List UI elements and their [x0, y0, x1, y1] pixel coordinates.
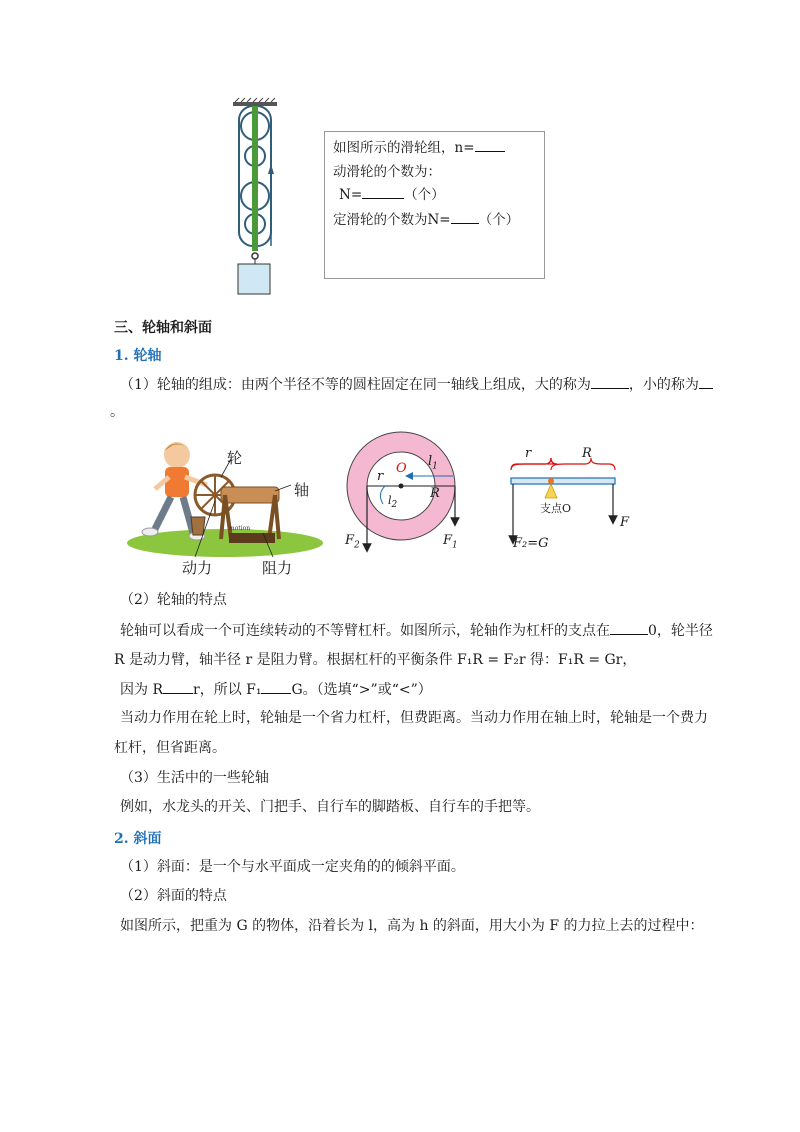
circle-F2-sub: 2: [354, 540, 360, 551]
p2-line3-c: G。（选填“>”或“<”）: [291, 682, 432, 698]
blank-compare-force[interactable]: [261, 679, 291, 694]
lever-F: F: [620, 515, 630, 530]
p2-title: （2）轮轴的特点: [120, 592, 227, 608]
lever-equivalent-diagram: [505, 448, 635, 548]
box-line-3-suffix: （个）: [404, 187, 445, 203]
wheel-label: 轮: [227, 449, 243, 467]
effort-label: 动力: [182, 559, 213, 577]
circle-l2-sub: 2: [391, 500, 398, 511]
box-line-4-suffix: （个）: [478, 212, 520, 228]
blank-moving-count[interactable]: [362, 184, 404, 199]
circle-center-O: O: [396, 461, 407, 476]
circle-F1-sub: 1: [452, 540, 458, 551]
box-line-4-prefix: 定滑轮的个数为N=: [333, 212, 451, 228]
pulley-system-figure: [225, 96, 285, 296]
sub-2-title: 2. 斜面: [114, 831, 162, 847]
p3-title: （3）生活中的一些轮轴: [120, 770, 269, 786]
incline-p1: （1）斜面：是一个与水平面成一定夹角的的倾斜平面。: [120, 859, 465, 875]
p2-line2: R 是动力臂，轴半径 r 是阻力臂。根据杠杆的平衡条件 F₁R = F₂r 得：F₁R = Gr，: [114, 652, 637, 668]
p3-text: 例如，水龙头的开关、门把手、自行车的脚踏板、自行车的手把等。: [120, 799, 540, 815]
incline-p2: （2）斜面的特点: [120, 888, 227, 904]
lever-R: R: [582, 446, 592, 461]
sub-1-title: 1. 轮轴: [114, 348, 162, 364]
circle-r: r: [377, 469, 384, 484]
blank-pivot[interactable]: [610, 620, 648, 635]
boy-winch-illustration: [125, 437, 325, 585]
pulley-question-box: [324, 131, 545, 279]
circle-F2: F: [345, 533, 355, 548]
p2-line3-b: r，所以 F₁: [193, 682, 262, 698]
p2-line4: 当动力作用在轮上时，轮轴是一个省力杠杆，但费距离。当动力作用在轴上时，轮轴是一个费力: [120, 710, 708, 726]
circle-R: R: [430, 486, 440, 501]
axle-label: 轴: [294, 481, 310, 499]
p2-line3-a: 因为 R: [120, 682, 163, 698]
p2-line1-b: 0，轮半径: [648, 623, 713, 639]
lever-pivot-label: 支点O: [540, 502, 572, 515]
p1-text-b: ，小的称为: [628, 377, 699, 393]
circle-l1-sub: 1: [432, 461, 438, 472]
incline-p3: 如图所示，把重为 G 的物体，沿着长为 l，高为 h 的斜面，用大小为 F 的力拉上去的过程中：: [120, 918, 704, 934]
resistance-label: 阻力: [262, 559, 293, 577]
p1-text-end: 。: [110, 404, 124, 420]
blank-axle[interactable]: [699, 374, 713, 389]
box-line-3-prefix: N=: [339, 187, 363, 203]
lever-F2-G: F₂=G: [513, 536, 549, 551]
blank-compare-radius[interactable]: [163, 679, 193, 694]
motion-label: motion: [229, 525, 251, 532]
circle-l2: l: [388, 494, 392, 507]
section-3-title: 三、轮轴和斜面: [114, 320, 212, 336]
lever-r: r: [525, 446, 532, 461]
box-line-2: 动滑轮的个数为：: [333, 164, 441, 180]
p2-line5: 杠杆，但省距离。: [114, 740, 226, 756]
blank-n[interactable]: [475, 137, 505, 152]
box-line-1: 如图所示的滑轮组，n=: [333, 140, 475, 156]
p2-line1-a: 轮轴可以看成一个可连续转动的不等臂杠杆。如图所示，轮轴作为杠杆的支点在: [120, 623, 610, 639]
circle-F1: F: [443, 533, 453, 548]
circle-l1: l: [428, 454, 433, 469]
blank-wheel[interactable]: [591, 374, 629, 389]
p1-text-a: （1）轮轴的组成：由两个半径不等的圆柱固定在同一轴线上组成，大的称为: [120, 377, 591, 393]
blank-fixed-count[interactable]: [451, 209, 479, 224]
